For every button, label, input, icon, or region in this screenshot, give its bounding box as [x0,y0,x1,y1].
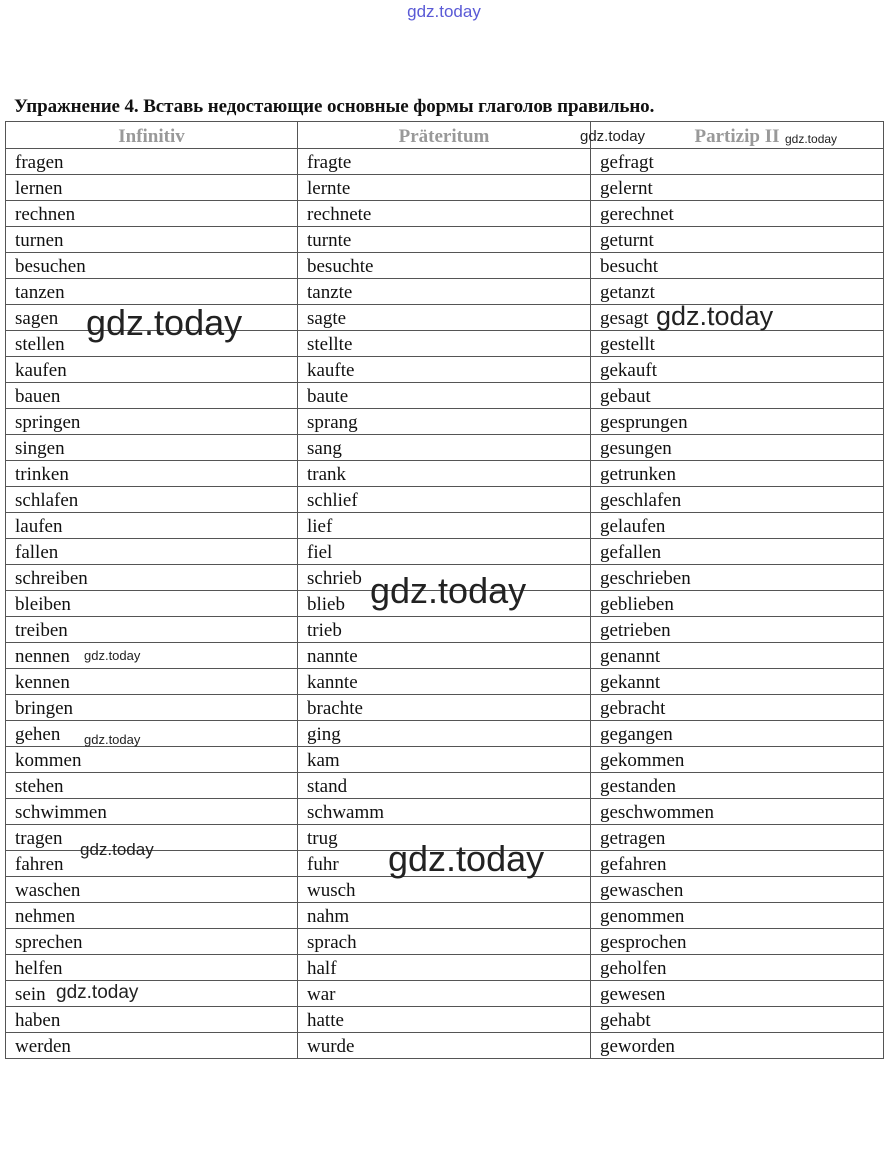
table-row [6,357,884,383]
table-row [6,409,884,435]
watermark: gdz.today [656,301,774,331]
column-header-partizip: Partizip II [591,122,884,149]
table-row [6,955,884,981]
table-row [6,279,884,305]
table-row [6,669,884,695]
prateritum-cell: wusch [298,877,591,903]
table-row [6,175,884,201]
prateritum-cell: sang [298,435,591,461]
prateritum-cell: hatte [298,1007,591,1033]
table-row [6,149,884,175]
table-row [6,513,884,539]
prateritum-cell: nannte [298,643,591,669]
watermark: gdz.today [56,982,139,1003]
table-row [6,305,884,331]
infinitiv-cell: haben [6,1007,298,1033]
infinitiv-cell: springen [6,409,298,435]
partizip-cell: geschlafen [591,487,884,513]
prateritum-cell: schlief [298,487,591,513]
partizip-cell: gebaut [591,383,884,409]
partizip-cell: gesprochen [591,929,884,955]
prateritum-cell: lief [298,513,591,539]
infinitiv-cell: fallen [6,539,298,565]
partizip-cell: gewesen [591,981,884,1007]
table-row [6,981,884,1007]
prateritum-cell: kam [298,747,591,773]
table-row [6,643,884,669]
partizip-cell: getragen [591,825,884,851]
table-row [6,851,884,877]
partizip-cell: gesagt [591,305,884,331]
infinitiv-cell: nehmen [6,903,298,929]
infinitiv-cell: lernen [6,175,298,201]
table-row [6,825,884,851]
prateritum-cell: sprang [298,409,591,435]
prateritum-cell: fuhr [298,851,591,877]
table-row [6,695,884,721]
table-row [6,747,884,773]
partizip-cell: besucht [591,253,884,279]
partizip-cell: getrieben [591,617,884,643]
infinitiv-cell: kaufen [6,357,298,383]
table-row [6,773,884,799]
partizip-cell: geschrieben [591,565,884,591]
table-row [6,1033,884,1059]
watermark: gdz.today [388,838,545,879]
watermark: gdz.today [580,128,646,145]
partizip-cell: gegangen [591,721,884,747]
prateritum-cell: besuchte [298,253,591,279]
partizip-cell: gefahren [591,851,884,877]
partizip-cell: gestellt [591,331,884,357]
infinitiv-cell: rechnen [6,201,298,227]
prateritum-cell: rechnete [298,201,591,227]
infinitiv-cell: waschen [6,877,298,903]
partizip-cell: geholfen [591,955,884,981]
infinitiv-cell: sprechen [6,929,298,955]
infinitiv-cell: bleiben [6,591,298,617]
infinitiv-cell: sein [6,981,298,1007]
header-watermark[interactable]: gdz.today [407,2,481,21]
prateritum-cell: tanzte [298,279,591,305]
prateritum-cell: trug [298,825,591,851]
table-row [6,1007,884,1033]
table-row [6,461,884,487]
infinitiv-cell: fragen [6,149,298,175]
partizip-cell: gelaufen [591,513,884,539]
infinitiv-cell: werden [6,1033,298,1059]
table-row [6,435,884,461]
infinitiv-cell: schwimmen [6,799,298,825]
table-row [6,617,884,643]
infinitiv-cell: treiben [6,617,298,643]
table-row [6,253,884,279]
prateritum-cell: turnte [298,227,591,253]
table-row [6,383,884,409]
table-row [6,201,884,227]
table-row [6,539,884,565]
table-row [6,721,884,747]
verb-table-body [6,149,884,1059]
partizip-cell: gefragt [591,149,884,175]
watermark: gdz.today [84,732,141,747]
infinitiv-cell: sagen [6,305,298,331]
infinitiv-cell: stehen [6,773,298,799]
column-header-infinitiv: Infinitiv [6,122,298,149]
watermark: gdz.today [84,648,141,663]
exercise-title: Упражнение 4. Вставь недостающие основные формы глаголов правильно. [14,96,655,117]
partizip-cell: gekannt [591,669,884,695]
prateritum-cell: stand [298,773,591,799]
infinitiv-cell: nennen [6,643,298,669]
table-row [6,799,884,825]
infinitiv-cell: tragen [6,825,298,851]
table-row [6,331,884,357]
infinitiv-cell: helfen [6,955,298,981]
prateritum-cell: fragte [298,149,591,175]
prateritum-cell: trank [298,461,591,487]
partizip-cell: gewaschen [591,877,884,903]
watermark: gdz.today [370,570,527,611]
infinitiv-cell: schlafen [6,487,298,513]
infinitiv-cell: fahren [6,851,298,877]
prateritum-cell: war [298,981,591,1007]
partizip-cell: gestanden [591,773,884,799]
prateritum-cell: sprach [298,929,591,955]
infinitiv-cell: schreiben [6,565,298,591]
watermark: gdz.today [785,132,838,146]
partizip-cell: getrunken [591,461,884,487]
partizip-cell: gesungen [591,435,884,461]
infinitiv-cell: turnen [6,227,298,253]
partizip-cell: gefallen [591,539,884,565]
infinitiv-cell: kommen [6,747,298,773]
partizip-cell: gekauft [591,357,884,383]
prateritum-cell: schrieb [298,565,591,591]
infinitiv-cell: singen [6,435,298,461]
prateritum-cell: trieb [298,617,591,643]
infinitiv-cell: besuchen [6,253,298,279]
table-row [6,565,884,591]
partizip-cell: geworden [591,1033,884,1059]
table-row [6,591,884,617]
infinitiv-cell: stellen [6,331,298,357]
table-row [6,487,884,513]
prateritum-cell: baute [298,383,591,409]
infinitiv-cell: laufen [6,513,298,539]
partizip-cell: geschwommen [591,799,884,825]
prateritum-cell: sagte [298,305,591,331]
infinitiv-cell: tanzen [6,279,298,305]
infinitiv-cell: kennen [6,669,298,695]
watermark: gdz.today [80,840,154,859]
prateritum-cell: lernte [298,175,591,201]
watermark: gdz.today [86,302,243,343]
table-row [6,929,884,955]
partizip-cell: gekommen [591,747,884,773]
infinitiv-cell: gehen [6,721,298,747]
partizip-cell: gebracht [591,695,884,721]
table-row [6,227,884,253]
partizip-cell: gerechnet [591,201,884,227]
column-header-prateritum: Präteritum [298,122,591,149]
verb-forms-table [5,121,884,1059]
infinitiv-cell: bauen [6,383,298,409]
table-row [6,903,884,929]
partizip-cell: gehabt [591,1007,884,1033]
partizip-cell: gelernt [591,175,884,201]
prateritum-cell: nahm [298,903,591,929]
prateritum-cell: blieb [298,591,591,617]
table-header-row [6,122,884,149]
prateritum-cell: schwamm [298,799,591,825]
partizip-cell: geturnt [591,227,884,253]
partizip-cell: genannt [591,643,884,669]
prateritum-cell: wurde [298,1033,591,1059]
partizip-cell: genommen [591,903,884,929]
prateritum-cell: kannte [298,669,591,695]
prateritum-cell: half [298,955,591,981]
prateritum-cell: stellte [298,331,591,357]
infinitiv-cell: bringen [6,695,298,721]
table-row [6,877,884,903]
partizip-cell: geblieben [591,591,884,617]
partizip-cell: getanzt [591,279,884,305]
prateritum-cell: brachte [298,695,591,721]
partizip-cell: gesprungen [591,409,884,435]
prateritum-cell: fiel [298,539,591,565]
infinitiv-cell: trinken [6,461,298,487]
prateritum-cell: ging [298,721,591,747]
prateritum-cell: kaufte [298,357,591,383]
